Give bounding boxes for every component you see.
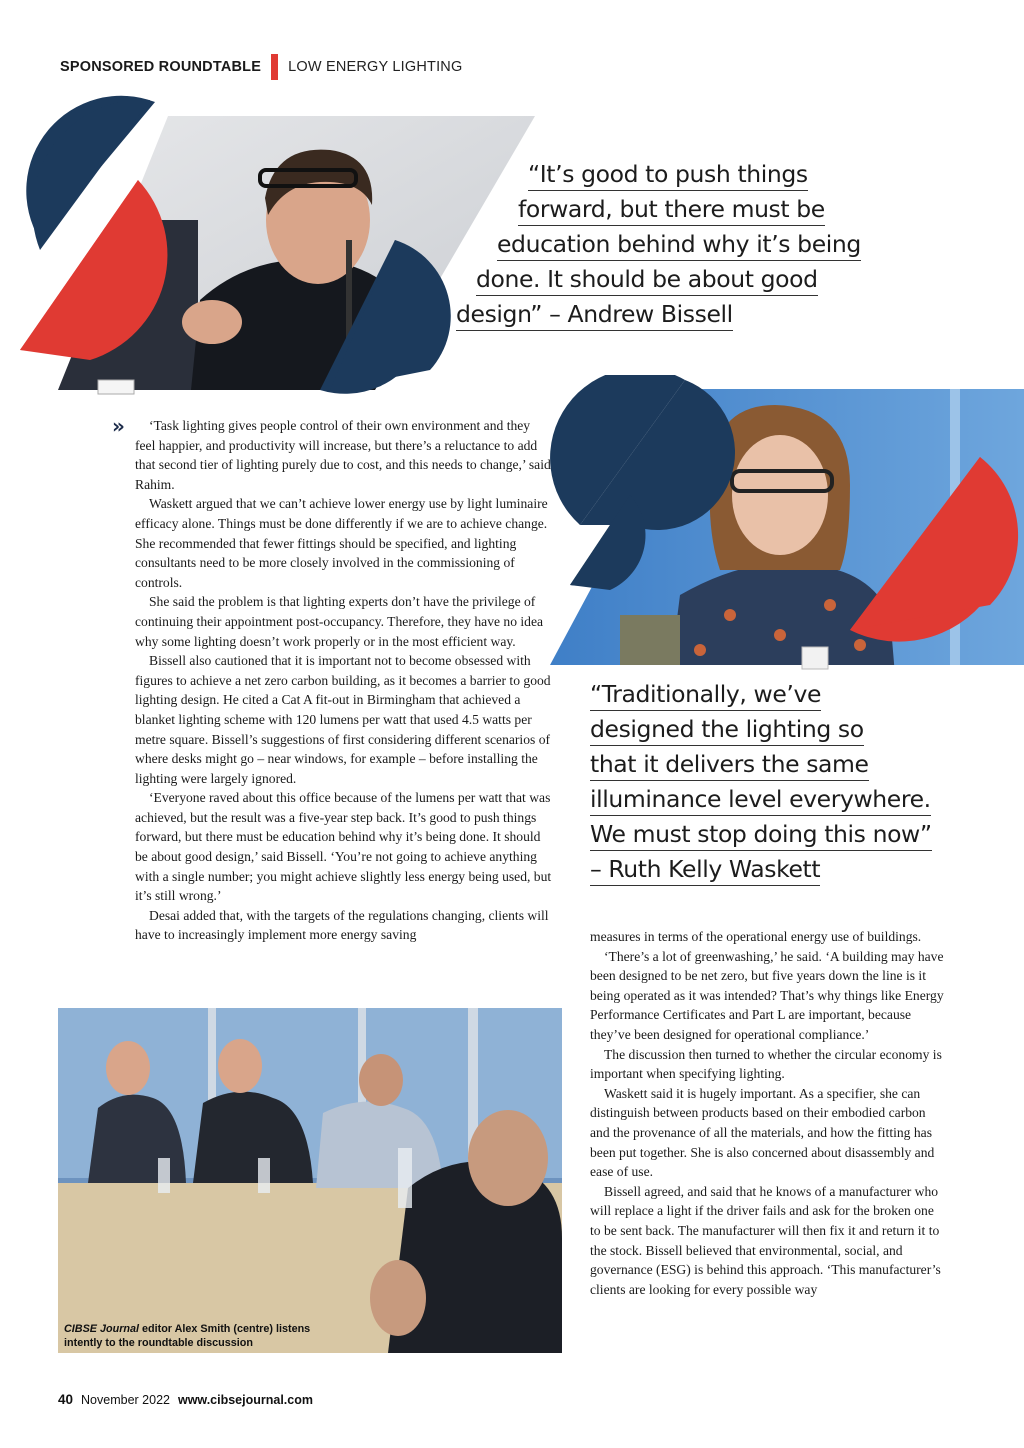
photo-waskett-graphic [550, 375, 1024, 675]
quote-line: education behind why it’s being [497, 230, 861, 261]
body-paragraph: The discussion then turned to whether the circular economy is important when specifying lighting. [590, 1046, 942, 1082]
body-paragraph: measures in terms of the operational energy use of buildings. [590, 929, 922, 944]
page-footer [58, 1392, 313, 1407]
issue-date: November 2022 [81, 1393, 170, 1407]
body-paragraph: Bissell agreed, and said that he knows of a manufacturer who will replace a light if the driver fails and ask for the broken one to be sent back. The manufacturer will then fix it and return it to the stock. Bissell believed that environmental, social, and governance (ESG) is behind this approach. ‘This manufacturer’s clients are looking for every possible way [590, 1183, 941, 1297]
photo-caption [64, 1322, 324, 1350]
header-divider [271, 54, 278, 80]
body-paragraph: Waskett argued that we can’t achieve lower energy use by light luminaire efficacy alone. Things must be done differently if we are to achieve change. She recommended that fewer fittings should be specified, and lighting consultants need to be more closely involved in the commissioning of controls. [135, 496, 548, 590]
page-number: 40 [58, 1392, 74, 1407]
website-url: www.cibsejournal.com [177, 1393, 313, 1407]
photo-roundtable [58, 1008, 562, 1353]
quote-line: “Traditionally, we’ve [590, 680, 821, 711]
body-paragraph: ‘There’s a lot of greenwashing,’ he said. ‘A building may have been designed to be net zero, but five years down the line is it being operated as it was intended? That’s why things like Energy Performance Certificates and Part L are important, because they’ve been designed for operational compliance.’ [590, 948, 944, 1042]
photo-ruth-kelly-waskett [550, 375, 1024, 675]
caption-publication: CIBSE Journal [64, 1323, 139, 1335]
quote-line: done. It should be about good [476, 265, 818, 296]
body-paragraph: Waskett said it is hugely important. As a specifier, she can distinguish between products based on their embodied carbon and the provenance of all the materials, and how the fitting has been put together. She is also concerned about disassembly and ease of use. [590, 1085, 935, 1180]
left-body-column [135, 416, 553, 945]
quote-line: – Ruth Kelly Waskett [590, 855, 820, 886]
photo-andrew-bissell [0, 90, 560, 400]
quote-line: “It’s good to push things [528, 160, 808, 191]
quote-line: illuminance level everywhere. [590, 785, 931, 816]
quote-line: forward, but there must be [518, 195, 825, 226]
body-paragraph: ‘Everyone raved about this office because of the lumens per watt that was achieved, but the result was a five-year step back. It’s good to push things forward, but there must be education behind why it’s being done. It should be about good design,’ said Bissell. ‘You’re not going to achieve anything with a single number; you might achieve slightly less energy being used, but it’s still wrong.’ [135, 790, 552, 904]
right-body-column [590, 927, 945, 1299]
body-paragraph: Desai added that, with the targets of the regulations changing, clients will have to increasingly implement more energy saving [135, 907, 549, 943]
body-paragraph: ‘Task lighting gives people control of their own environment and they feel happier, and productivity will increase, but there’s a reluctance to add that second tier of lighting purely due to cost, and this needs to change,’ said Rahim. [135, 418, 551, 492]
quote-line: designed the lighting so [590, 715, 864, 746]
section-label: SPONSORED ROUNDTABLE [60, 59, 262, 75]
quote-line: that it delivers the same [590, 750, 869, 781]
quote-line: We must stop doing this now” [590, 820, 932, 851]
quote-line: design” – Andrew Bissell [456, 300, 733, 331]
body-paragraph: She said the problem is that lighting experts don’t have the privilege of continuing their appointment post-occupancy. Therefore, they have no idea why some lighting doesn’t work properly or in the most efficient way. [135, 594, 544, 649]
photo-roundtable-graphic [58, 1008, 562, 1353]
continuation-marker: » [112, 414, 125, 438]
running-header [60, 56, 462, 78]
body-paragraph: Bissell also cautioned that it is important not to become obsessed with figures to achieve a net zero carbon building, as it becomes a barrier to good lighting design. He cited a Cat A fit-out in Birmingham that achieved a blanket lighting scheme with 120 lumens per watt that used 4.5 watts per metre square. Bissell’s suggestions of first considering different scenarios of where desks might go – near windows, for example – before installing the lighting were largely ignored. [135, 653, 551, 786]
photo-bissell-graphic [0, 90, 560, 400]
topic-label: LOW ENERGY LIGHTING [288, 59, 463, 75]
caption-text: editor Alex Smith (centre) listens intently to the roundtable discussion [64, 1323, 311, 1349]
